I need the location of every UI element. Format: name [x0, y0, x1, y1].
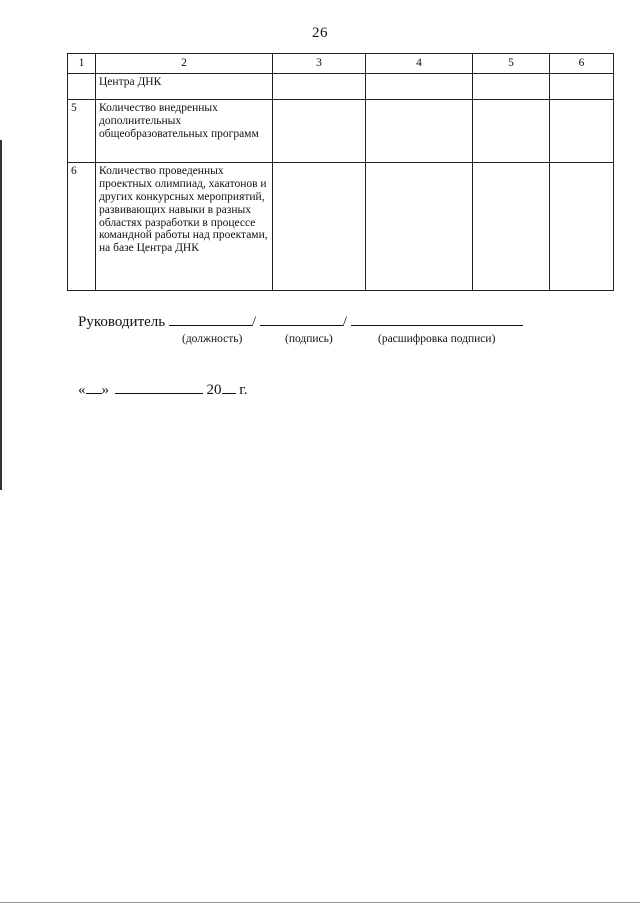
- month-blank: [115, 379, 203, 394]
- row-value-cell: [550, 163, 614, 291]
- header-cell-4: 4: [366, 54, 473, 74]
- caption-signature: (подпись): [285, 333, 333, 345]
- scan-bottom-edge: [0, 902, 640, 903]
- table-header-row: [68, 54, 614, 74]
- signature-captions: [78, 333, 548, 349]
- row-number: [68, 74, 96, 100]
- row-value-cell: [366, 74, 473, 100]
- row-value-cell: [366, 100, 473, 163]
- year-suffix: г.: [239, 382, 248, 398]
- page-number: 26: [312, 25, 328, 41]
- position-blank: [169, 311, 252, 326]
- header-cell-5: 5: [473, 54, 550, 74]
- signature-line: [78, 311, 548, 331]
- row-number: 6: [68, 163, 96, 291]
- row-value-cell: [273, 163, 366, 291]
- report-table: [67, 53, 614, 291]
- decryption-blank: [351, 311, 523, 326]
- slash-separator: /: [342, 314, 347, 330]
- header-cell-3: 3: [273, 54, 366, 74]
- row-indicator-text: Центра ДНК: [96, 74, 273, 100]
- row-value-cell: [550, 100, 614, 163]
- row-value-cell: [473, 74, 550, 100]
- scan-margin-line: [0, 140, 2, 490]
- row-indicator-text: Количество внедренных дополнительных общеобразовательных программ: [96, 100, 273, 163]
- date-line: [78, 379, 247, 399]
- row-value-cell: [273, 74, 366, 100]
- row-value-cell: [473, 100, 550, 163]
- row-value-cell: [366, 163, 473, 291]
- row-value-cell: [550, 74, 614, 100]
- slash-separator: /: [251, 314, 257, 330]
- year-prefix: 20: [206, 382, 222, 398]
- day-blank: [86, 379, 102, 394]
- close-quote: »: [101, 382, 109, 398]
- caption-decryption: (расшифровка подписи): [378, 333, 496, 345]
- row-indicator-text: Количество проведенных проектных олимпиад, хакатонов и других конкурсных мероприятий, развивающих навыки в разных областях разработки в процессе командной работы над проектами, на базе Центра ДНК: [96, 163, 273, 291]
- row-number: 5: [68, 100, 96, 163]
- row-value-cell: [473, 163, 550, 291]
- header-cell-2: 2: [96, 54, 273, 74]
- signature-block: [78, 311, 548, 349]
- year-blank: [222, 379, 236, 394]
- signature-blank: [260, 311, 343, 326]
- header-cell-1: 1: [68, 54, 96, 74]
- table-row: [68, 74, 614, 100]
- header-cell-6: 6: [550, 54, 614, 74]
- table-row: [68, 100, 614, 163]
- row-value-cell: [273, 100, 366, 163]
- signature-label: Руководитель: [78, 314, 166, 330]
- table-row: [68, 163, 614, 291]
- open-quote: «: [78, 382, 86, 398]
- caption-position: (должность): [182, 333, 243, 345]
